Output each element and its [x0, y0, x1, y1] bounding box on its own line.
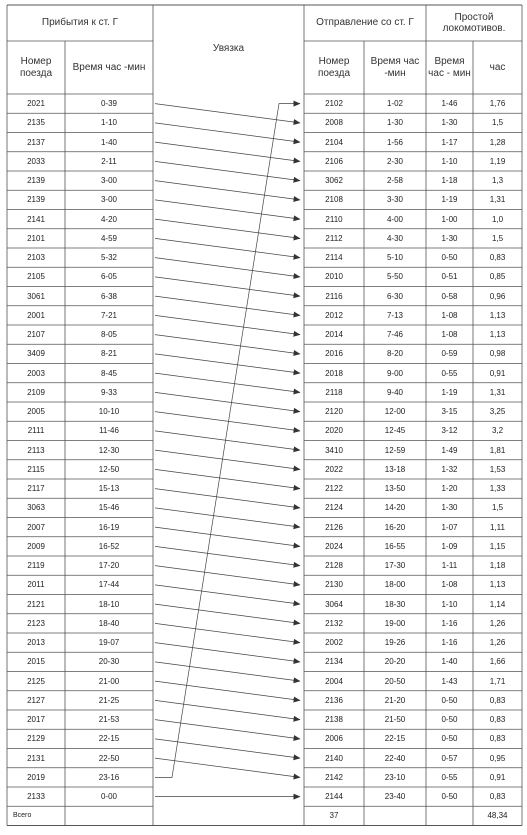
- departure-time: 13-18: [384, 464, 406, 474]
- idle-time: 1-46: [441, 99, 458, 109]
- idle-hours: 1,26: [489, 618, 506, 628]
- link-arrow: [155, 469, 300, 488]
- idle-hours: 0,91: [489, 772, 506, 782]
- idle-hours: 1,53: [489, 464, 506, 474]
- departure-time: 20-50: [384, 676, 406, 686]
- departure-time: 12-45: [384, 426, 406, 436]
- idle-hours: 0,83: [489, 695, 506, 705]
- departure-time: 16-20: [384, 522, 406, 532]
- departure-time: 12-00: [384, 407, 406, 417]
- header-departure-group: Отправление со ст. Г: [316, 17, 414, 29]
- arrival-time: 20-30: [98, 657, 120, 667]
- arrival-train-no: 2011: [27, 580, 45, 590]
- total-label: Всего: [13, 811, 32, 819]
- arrival-time: 3-00: [100, 195, 117, 205]
- header-departure-time: Время час -мин: [370, 56, 420, 79]
- link-arrow: [155, 238, 300, 257]
- arrival-time: 16-19: [98, 522, 120, 532]
- idle-hours: 0,96: [489, 291, 506, 301]
- link-arrow: [155, 335, 300, 354]
- departure-time: 2-30: [386, 156, 403, 166]
- arrival-time: 4-20: [100, 214, 117, 224]
- departure-time: 21-50: [384, 715, 406, 725]
- departure-train-no: 2020: [325, 426, 343, 436]
- departure-time: 18-00: [384, 580, 406, 590]
- arrival-train-no: 2131: [27, 753, 45, 763]
- departure-train-no: 2120: [325, 407, 343, 417]
- departure-train-no: 2136: [325, 695, 343, 705]
- header-idle-time: Время час - мин: [428, 56, 471, 79]
- header-link: Увязка: [212, 43, 245, 54]
- arrival-train-no: 2105: [27, 272, 45, 282]
- arrival-time: 12-30: [98, 445, 120, 455]
- idle-time: 3-12: [441, 426, 458, 436]
- departure-train-no: 2108: [325, 195, 343, 205]
- departure-time: 3-30: [386, 195, 403, 205]
- arrival-time: 15-46: [98, 503, 120, 513]
- arrival-train-no: 2129: [27, 734, 45, 744]
- link-arrow: [155, 373, 300, 392]
- departure-time: 21-20: [384, 695, 406, 705]
- link-arrow: [155, 700, 300, 719]
- arrival-train-no: 2135: [27, 118, 45, 128]
- arrival-time: 11-46: [99, 426, 119, 436]
- idle-hours: 1,66: [489, 657, 506, 667]
- departure-time: 4-30: [386, 233, 403, 243]
- arrival-train-no: 2017: [27, 715, 45, 725]
- link-arrow: [155, 566, 300, 585]
- idle-hours: 0,85: [489, 272, 506, 282]
- header-idle-hours: час: [489, 61, 506, 73]
- arrival-train-no: 2121: [27, 599, 45, 609]
- departure-time: 19-00: [384, 618, 406, 628]
- link-arrow: [155, 392, 300, 411]
- idle-time: 0-50: [441, 792, 458, 802]
- departure-train-no: 2018: [325, 368, 343, 378]
- link-arrow: [155, 142, 300, 161]
- arrival-time: 23-16: [98, 772, 120, 782]
- arrival-train-no: 2021: [27, 99, 45, 109]
- departure-train-no: 2106: [325, 156, 343, 166]
- arrival-time: 4-59: [100, 233, 117, 243]
- idle-hours: 0,83: [489, 715, 506, 725]
- departure-train-no: 2112: [325, 233, 343, 243]
- departure-train-no: 2110: [325, 214, 343, 224]
- idle-time: 1-11: [441, 561, 458, 571]
- arrival-train-no: 2103: [27, 253, 45, 263]
- link-arrow: [155, 720, 300, 739]
- idle-time: 0-50: [441, 695, 458, 705]
- arrival-train-no: 2137: [27, 137, 45, 147]
- idle-time: 1-16: [441, 618, 458, 628]
- arrival-time: 8-05: [100, 330, 117, 340]
- departure-train-no: 3410: [325, 445, 343, 455]
- arrival-train-no: 2139: [27, 176, 45, 186]
- idle-hours: 1,13: [489, 310, 506, 320]
- arrival-time: 3-00: [100, 176, 117, 186]
- arrival-time: 18-40: [98, 618, 120, 628]
- departure-train-no: 2016: [325, 349, 343, 359]
- arrival-time: 1-10: [100, 118, 117, 128]
- departure-time: 5-10: [386, 253, 403, 263]
- link-arrow: [155, 546, 300, 565]
- idle-hours: 0,95: [489, 753, 506, 763]
- departure-time: 4-00: [386, 214, 403, 224]
- arrival-time: 18-10: [98, 599, 120, 609]
- link-arrow: [155, 681, 300, 700]
- departure-train-no: 2010: [325, 272, 343, 282]
- arrival-time: 9-33: [100, 387, 117, 397]
- idle-time: 1-10: [441, 156, 458, 166]
- departure-train-no: 2130: [325, 580, 343, 590]
- idle-hours: 1,3: [491, 176, 504, 186]
- idle-time: 0-50: [441, 734, 458, 744]
- departure-train-no: 3062: [325, 176, 343, 186]
- arrival-train-no: 2003: [27, 368, 45, 378]
- arrival-train-no: 2109: [27, 387, 45, 397]
- arrival-train-no: 2013: [27, 638, 45, 648]
- arrival-train-no: 2015: [27, 657, 45, 667]
- idle-hours: 0,98: [489, 349, 506, 359]
- header-arrival-time: Время час -мин: [72, 61, 146, 73]
- arrival-time: 17-20: [98, 561, 120, 571]
- departure-time: 1-30: [386, 118, 403, 128]
- link-arrow: [155, 431, 300, 450]
- departure-time: 18-30: [384, 599, 406, 609]
- idle-time: 0-50: [441, 253, 458, 263]
- idle-hours: 0,83: [489, 253, 506, 263]
- arrival-train-no: 2005: [27, 407, 45, 417]
- link-arrow: [155, 489, 300, 508]
- departure-time: 6-30: [386, 291, 403, 301]
- arrival-time: 6-05: [100, 272, 117, 282]
- departure-time: 23-40: [384, 792, 406, 802]
- idle-time: 0-59: [441, 349, 458, 359]
- arrival-train-no: 2001: [27, 310, 45, 320]
- departure-train-no: 2114: [325, 253, 343, 263]
- arrival-train-no: 2033: [27, 156, 45, 166]
- departure-time: 13-50: [384, 484, 406, 494]
- arrival-time: 8-45: [100, 368, 117, 378]
- idle-hours: 1,0: [491, 214, 504, 224]
- idle-hours: 1,13: [489, 580, 506, 590]
- link-arrow: [155, 758, 300, 777]
- arrival-train-no: 3409: [27, 349, 45, 359]
- arrival-time: 12-50: [98, 464, 120, 474]
- arrival-train-no: 2007: [27, 522, 45, 532]
- idle-hours: 1,5: [491, 503, 504, 513]
- idle-hours: 1,19: [489, 156, 506, 166]
- arrival-train-no: 2125: [27, 676, 45, 686]
- idle-hours: 0,83: [489, 734, 506, 744]
- idle-time: 1-08: [441, 330, 458, 340]
- idle-hours: 1,13: [489, 330, 506, 340]
- idle-hours: 1,81: [489, 445, 506, 455]
- link-arrow: [155, 662, 300, 681]
- idle-time: 1-32: [441, 464, 458, 474]
- arrival-time: 21-00: [98, 676, 120, 686]
- total-count: 37: [329, 811, 339, 821]
- idle-time: 1-10: [441, 599, 458, 609]
- departure-train-no: 2124: [325, 503, 343, 513]
- departure-time: 8-20: [386, 349, 403, 359]
- idle-time: 1-19: [441, 195, 458, 205]
- idle-time: 3-15: [441, 407, 458, 417]
- idle-time: 1-08: [441, 580, 458, 590]
- departure-time: 14-20: [384, 503, 406, 513]
- departure-time: 7-46: [386, 330, 403, 340]
- departure-train-no: 3064: [325, 599, 343, 609]
- idle-hours: 1,76: [489, 99, 506, 109]
- departure-time: 17-30: [384, 561, 406, 571]
- departure-train-no: 2116: [325, 291, 343, 301]
- departure-time: 7-13: [386, 310, 403, 320]
- arrival-train-no: 2019: [27, 772, 45, 782]
- idle-time: 0-55: [441, 772, 458, 782]
- link-arrow: [155, 161, 300, 180]
- departure-train-no: 2006: [325, 734, 343, 744]
- departure-train-no: 2132: [325, 618, 343, 628]
- idle-hours: 0,91: [489, 368, 506, 378]
- arrival-train-no: 2113: [27, 445, 45, 455]
- link-arrow: [155, 277, 300, 296]
- arrival-time: 22-15: [98, 734, 120, 744]
- link-arrow: [155, 219, 300, 238]
- link-arrow: [155, 315, 300, 334]
- departure-train-no: 2134: [325, 657, 343, 667]
- arrival-time: 21-25: [98, 695, 120, 705]
- idle-time: 1-43: [441, 676, 458, 686]
- idle-time: 1-00: [441, 214, 458, 224]
- departure-train-no: 2024: [325, 541, 343, 551]
- arrival-train-no: 3063: [27, 503, 45, 513]
- departure-time: 1-56: [386, 137, 403, 147]
- link-arrow: [155, 200, 300, 219]
- departure-train-no: 2140: [325, 753, 343, 763]
- idle-time: 0-51: [441, 272, 458, 282]
- departure-time: 5-50: [386, 272, 403, 282]
- departure-train-no: 2102: [325, 99, 343, 109]
- idle-time: 1-30: [441, 118, 458, 128]
- idle-hours: 1,11: [490, 522, 505, 532]
- departure-time: 2-58: [386, 176, 403, 186]
- idle-time: 0-50: [441, 715, 458, 725]
- arrival-train-no: 2115: [27, 464, 45, 474]
- idle-hours: 1,18: [489, 561, 506, 571]
- arrival-time: 5-32: [100, 253, 117, 263]
- header-departure-train-no: Номер поезда: [317, 56, 351, 79]
- departure-train-no: 2118: [325, 387, 343, 397]
- idle-hours: 3,25: [489, 407, 506, 417]
- idle-hours: 3,2: [491, 426, 504, 436]
- arrival-train-no: 2009: [27, 541, 45, 551]
- idle-time: 1-08: [441, 310, 458, 320]
- departure-time: 9-00: [386, 368, 403, 378]
- idle-time: 0-58: [441, 291, 458, 301]
- link-arrow: [155, 123, 300, 142]
- idle-time: 1-18: [441, 176, 458, 186]
- departure-train-no: 2008: [325, 118, 343, 128]
- departure-train-no: 2122: [325, 484, 343, 494]
- idle-hours: 1,14: [489, 599, 506, 609]
- arrival-time: 16-52: [98, 541, 120, 551]
- idle-time: 1-19: [441, 387, 458, 397]
- idle-time: 0-57: [441, 753, 458, 763]
- arrival-time: 22-50: [98, 753, 120, 763]
- link-arrow: [155, 527, 300, 546]
- departure-train-no: 2128: [325, 561, 343, 571]
- departure-train-no: 2144: [325, 792, 343, 802]
- arrival-time: 15-13: [98, 484, 120, 494]
- departure-time: 22-15: [384, 734, 406, 744]
- departure-time: 23-10: [384, 772, 406, 782]
- idle-hours: 1,26: [489, 638, 506, 648]
- arrival-train-no: 2139: [27, 195, 45, 205]
- link-arrow: [155, 604, 300, 623]
- departure-train-no: 2126: [325, 522, 343, 532]
- idle-time: 1-30: [441, 233, 458, 243]
- arrival-train-no: 2133: [27, 792, 45, 802]
- total-hours: 48,34: [487, 811, 508, 821]
- departure-time: 12-59: [384, 445, 406, 455]
- link-arrow: [155, 181, 300, 200]
- idle-time: 1-09: [441, 541, 458, 551]
- link-arrow: [155, 508, 300, 527]
- arrival-train-no: 2123: [27, 618, 45, 628]
- idle-hours: 1,33: [489, 484, 506, 494]
- header-idle-group: Простой локомотивов.: [442, 11, 506, 34]
- idle-hours: 1,71: [489, 676, 506, 686]
- link-arrow: [155, 296, 300, 315]
- arrival-train-no: 2117: [27, 484, 45, 494]
- header-arrival-train-no: Номер поезда: [19, 56, 53, 79]
- link-arrow: [155, 643, 300, 662]
- idle-time: 1-30: [441, 503, 458, 513]
- arrival-time: 7-21: [100, 310, 117, 320]
- arrival-train-no: 2111: [27, 426, 45, 436]
- idle-time: 1-16: [441, 638, 458, 648]
- idle-time: 0-55: [441, 368, 458, 378]
- arrival-train-no: 2119: [27, 561, 45, 571]
- departure-train-no: 2014: [325, 330, 343, 340]
- arrival-train-no: 2141: [27, 214, 45, 224]
- link-arrow: [155, 354, 300, 373]
- arrival-time: 10-10: [98, 407, 120, 417]
- departure-train-no: 2004: [325, 676, 343, 686]
- idle-hours: 1,31: [489, 195, 506, 205]
- arrival-time: 6-38: [100, 291, 117, 301]
- arrival-time: 0-39: [100, 99, 117, 109]
- departure-time: 1-02: [386, 99, 403, 109]
- arrival-time: 19-07: [98, 638, 120, 648]
- idle-hours: 1,31: [489, 387, 506, 397]
- departure-train-no: 2142: [325, 772, 343, 782]
- departure-train-no: 2012: [325, 310, 343, 320]
- arrival-time: 21-53: [98, 715, 120, 725]
- arrival-time: 2-11: [101, 156, 117, 166]
- departure-train-no: 2138: [325, 715, 343, 725]
- idle-hours: 1,5: [491, 233, 504, 243]
- idle-hours: 0,83: [489, 792, 506, 802]
- idle-time: 1-07: [441, 522, 458, 532]
- link-arrow: [155, 258, 300, 277]
- departure-time: 20-20: [384, 657, 406, 667]
- idle-time: 1-49: [441, 445, 458, 455]
- idle-time: 1-20: [441, 484, 458, 494]
- arrival-train-no: 2101: [27, 233, 45, 243]
- arrival-train-no: 2127: [27, 695, 45, 705]
- departure-time: 9-40: [386, 387, 403, 397]
- departure-time: 19-26: [384, 638, 406, 648]
- arrival-time: 8-21: [100, 349, 117, 359]
- departure-time: 22-40: [384, 753, 406, 763]
- arrival-train-no: 2107: [27, 330, 45, 340]
- departure-train-no: 2002: [325, 638, 343, 648]
- idle-hours: 1,5: [491, 118, 504, 128]
- link-arrow: [155, 585, 300, 604]
- departure-train-no: 2104: [325, 137, 343, 147]
- arrival-time: 0-00: [100, 792, 117, 802]
- header-arrival-group: Прибытия к ст. Г: [41, 17, 119, 29]
- link-arrow: [155, 450, 300, 469]
- idle-hours: 1,15: [489, 541, 506, 551]
- arrival-time: 1-40: [100, 137, 117, 147]
- idle-time: 1-40: [441, 657, 458, 667]
- idle-time: 1-17: [441, 137, 458, 147]
- departure-train-no: 2022: [325, 464, 343, 474]
- link-arrow: [155, 623, 300, 642]
- departure-time: 16-55: [384, 541, 406, 551]
- idle-hours: 1,28: [489, 137, 506, 147]
- arrival-train-no: 3061: [27, 291, 45, 301]
- arrival-time: 17-44: [98, 580, 120, 590]
